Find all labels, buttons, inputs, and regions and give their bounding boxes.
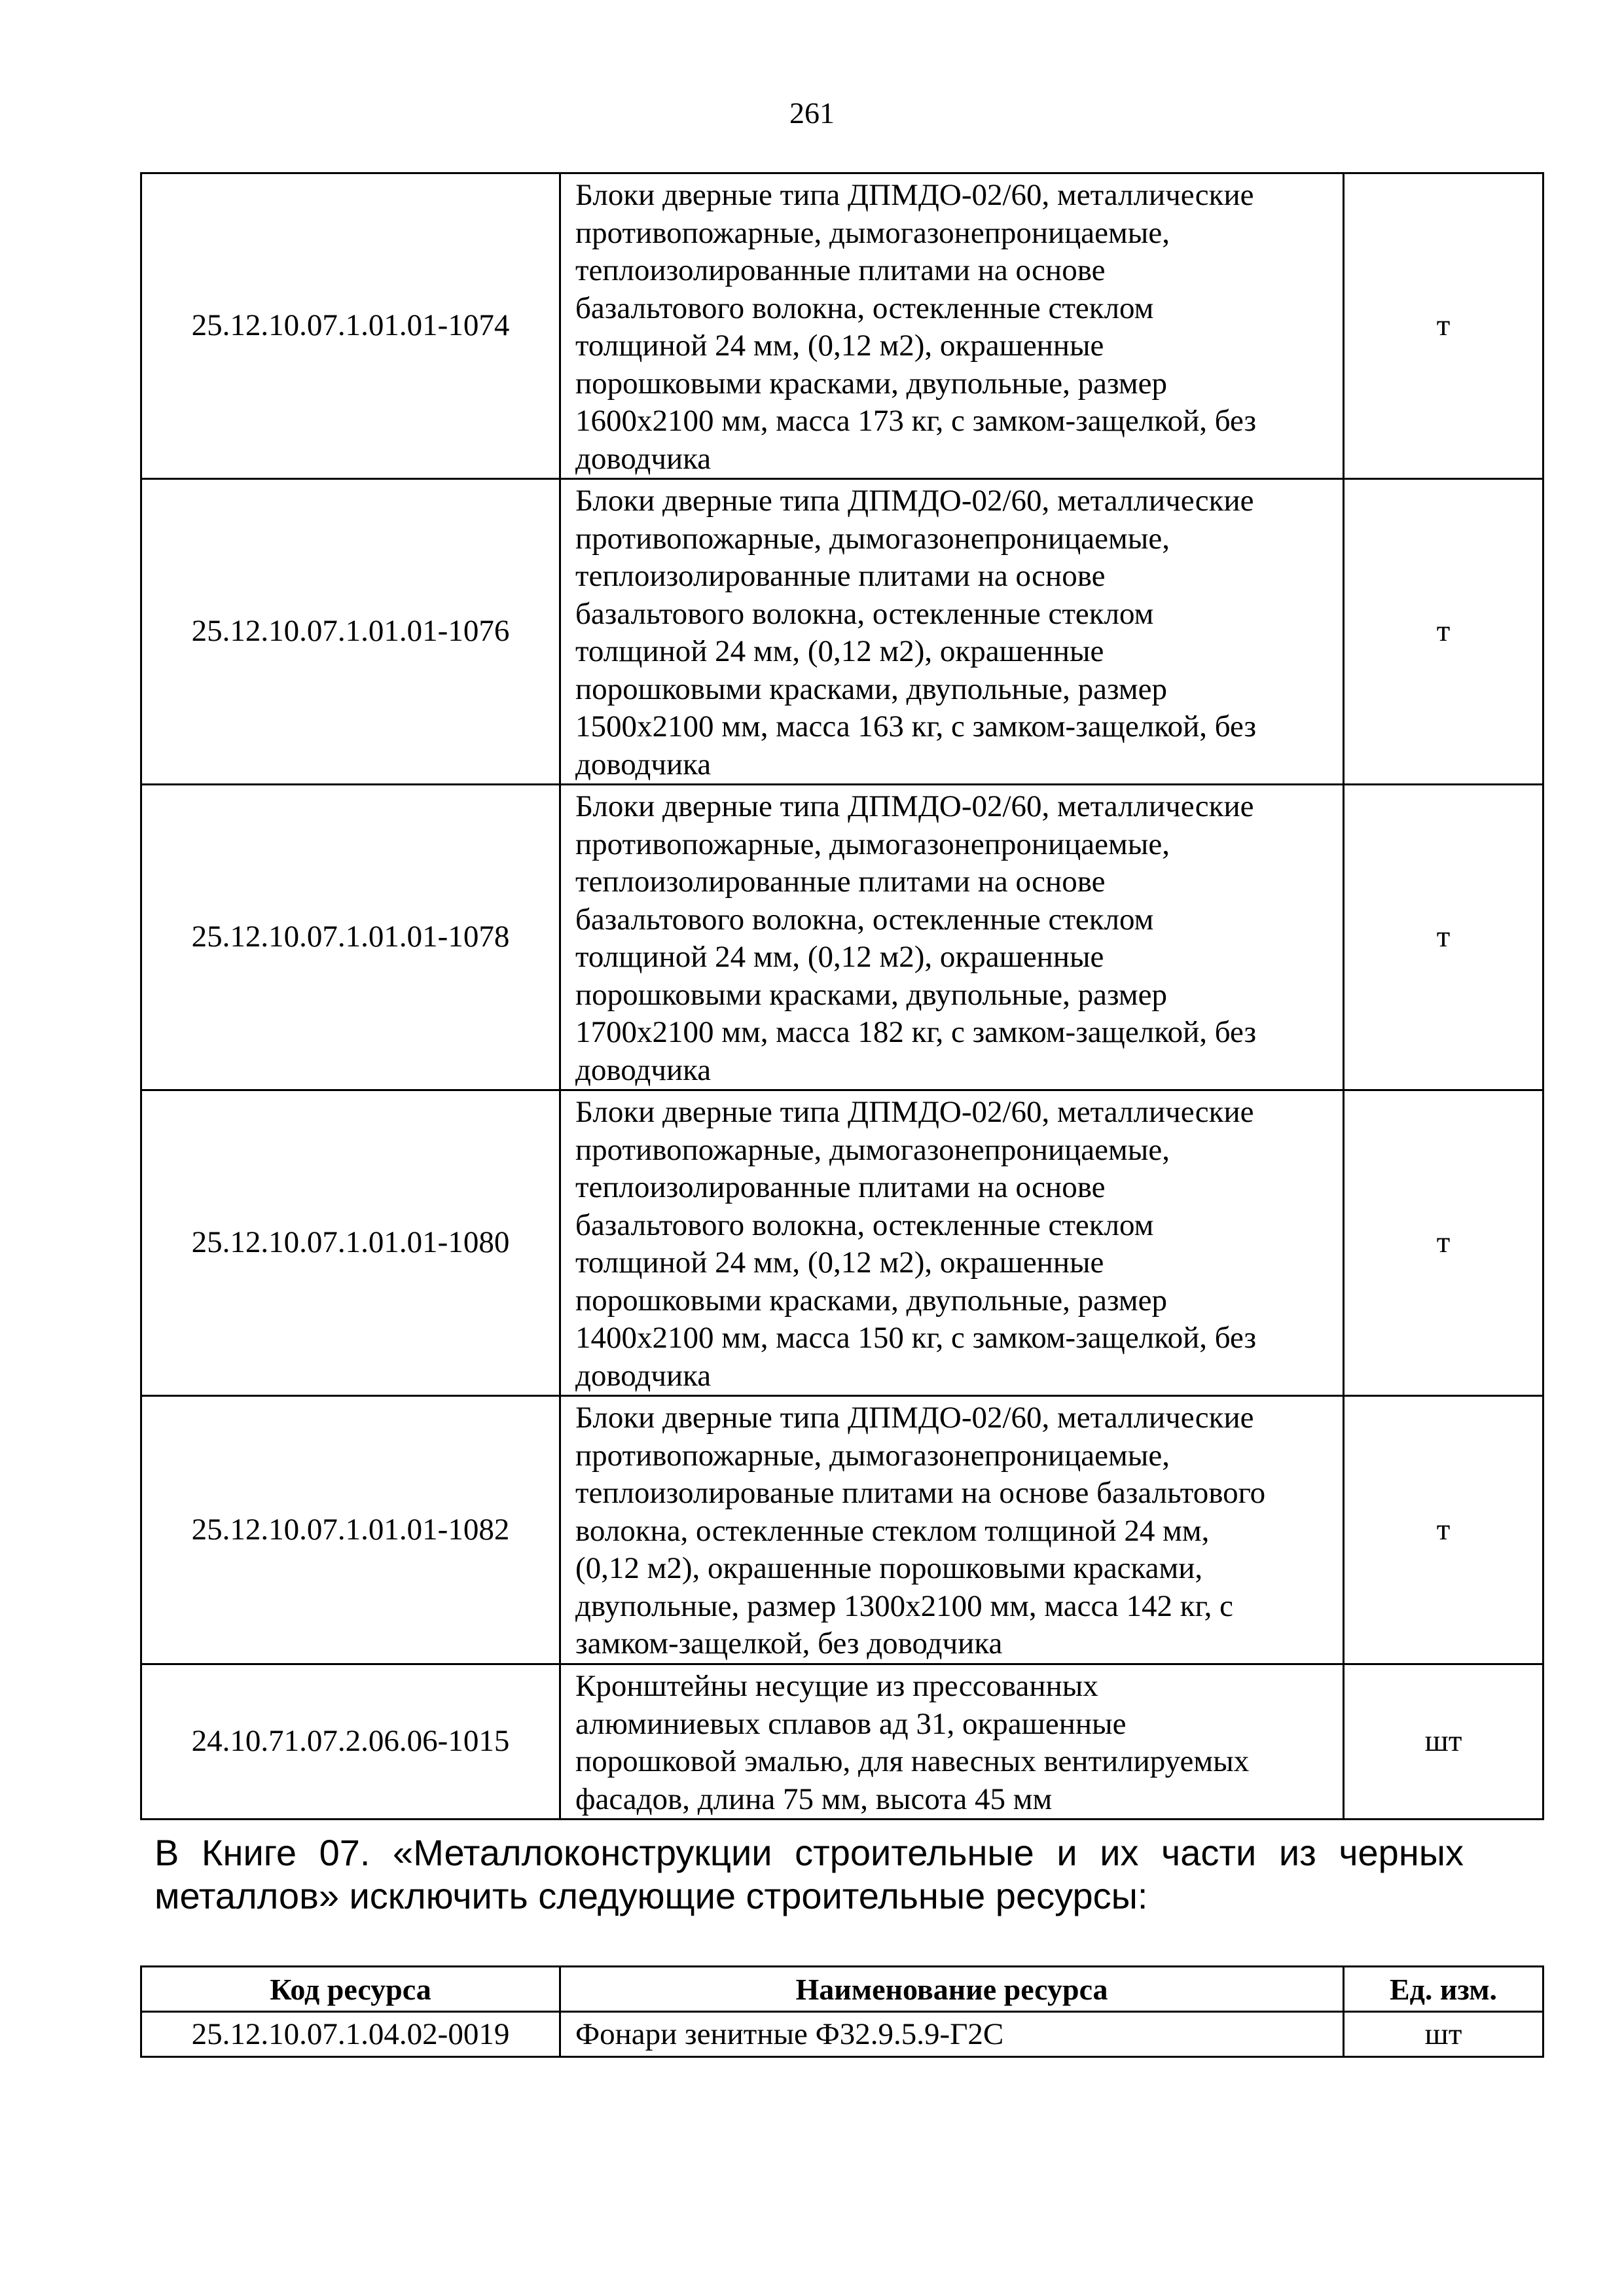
table-row	[141, 785, 1543, 1090]
resource-name-line: теплоизолированные плитами на основе	[575, 559, 1106, 593]
resource-name-line: порошковой эмалью, для навесных вентилируемых	[575, 1744, 1250, 1778]
resource-name-line: алюминиевых сплавов ад 31, окрашенные	[575, 1706, 1127, 1741]
resource-name-line: доводчика	[575, 1358, 712, 1393]
page-number: 261	[789, 96, 835, 130]
resource-code: 25.12.10.07.1.01.01-1080	[141, 1090, 560, 1396]
resource-unit: шт	[1344, 1664, 1543, 1820]
resource-name-line: порошковыми красками, двупольные, размер	[575, 672, 1168, 706]
header-code: Код ресурса	[141, 1967, 560, 2012]
resource-code: 25.12.10.07.1.04.02-0019	[141, 2012, 560, 2057]
resource-name-line: доводчика	[575, 441, 712, 476]
resource-unit: т	[1344, 1396, 1543, 1664]
header-name: Наименование ресурса	[560, 1967, 1344, 2012]
header-unit: Ед. изм.	[1344, 1967, 1543, 2012]
resource-name	[560, 785, 1344, 1090]
header-row	[141, 1967, 1543, 2012]
resource-name-line: теплоизолированые плитами на основе базальтового	[575, 1476, 1266, 1510]
resource-name-line: базальтового волокна, остекленные стеклом	[575, 902, 1154, 937]
resource-unit: т	[1344, 173, 1543, 479]
resource-name-line: (0,12 м2), окрашенные порошковыми красками,	[575, 1551, 1203, 1585]
resource-name-line: теплоизолированные плитами на основе	[575, 253, 1106, 287]
resource-name	[560, 173, 1344, 479]
resource-name-line: Блоки дверные типа ДПМДО-02/60, металлические	[575, 1401, 1254, 1435]
resource-name	[560, 1396, 1344, 1664]
resource-name-line: базальтового волокна, остекленные стеклом	[575, 291, 1154, 325]
resource-code: 25.12.10.07.1.01.01-1078	[141, 785, 560, 1090]
table-row	[141, 173, 1543, 479]
resource-name-line: противопожарные, дымогазонепроницаемые,	[575, 1438, 1170, 1473]
exclusion-paragraph: В Книге 07. «Металлоконструкции строительные и их части из черных металлов» исключить следующие строительные ресурсы:	[154, 1832, 1464, 1916]
resource-name-line: теплоизолированные плитами на основе	[575, 1170, 1106, 1204]
resource-unit: т	[1344, 479, 1543, 785]
resource-name-line: порошковыми красками, двупольные, размер	[575, 1283, 1168, 1318]
resource-unit: т	[1344, 785, 1543, 1090]
resource-name-line: доводчика	[575, 747, 712, 781]
resources-table	[140, 172, 1544, 1820]
resource-name-line: 1700х2100 мм, масса 182 кг, с замком-защелкой, без	[575, 1015, 1257, 1049]
resource-name-line: Блоки дверные типа ДПМДО-02/60, металлические	[575, 1095, 1254, 1129]
table-row	[141, 2012, 1543, 2057]
resource-name-line: 1500х2100 мм, масса 163 кг, с замком-защелкой, без	[575, 709, 1257, 744]
resource-name-line: базальтового волокна, остекленные стеклом	[575, 596, 1154, 631]
resource-name-line: противопожарные, дымогазонепроницаемые,	[575, 1132, 1170, 1167]
resource-name-line: противопожарные, дымогазонепроницаемые,	[575, 827, 1170, 861]
resource-name-line: 1600х2100 мм, масса 173 кг, с замком-защелкой, без	[575, 404, 1257, 438]
resource-name	[560, 479, 1344, 785]
resource-unit: т	[1344, 1090, 1543, 1396]
resource-name-line: толщиной 24 мм, (0,12 м2), окрашенные	[575, 1246, 1104, 1280]
resource-name-line: замком-защелкой, без доводчика	[575, 1626, 1003, 1660]
resource-code: 25.12.10.07.1.01.01-1076	[141, 479, 560, 785]
resource-name-line: толщиной 24 мм, (0,12 м2), окрашенные	[575, 940, 1104, 974]
resource-name-line: толщиной 24 мм, (0,12 м2), окрашенные	[575, 329, 1104, 363]
resource-code: 25.12.10.07.1.01.01-1074	[141, 173, 560, 479]
resource-name-line: двупольные, размер 1300х2100 мм, масса 142 кг, с	[575, 1588, 1233, 1623]
resource-name	[560, 1664, 1344, 1820]
resource-unit: шт	[1344, 2012, 1543, 2057]
resource-name-line: порошковыми красками, двупольные, размер	[575, 977, 1168, 1012]
resource-name-line: Блоки дверные типа ДПМДО-02/60, металлические	[575, 789, 1254, 823]
table-row	[141, 1396, 1543, 1664]
resource-name-line: Блоки дверные типа ДПМДО-02/60, металлические	[575, 484, 1254, 518]
resource-name-line: теплоизолированные плитами на основе	[575, 865, 1106, 899]
resource-name-line: 1400х2100 мм, масса 150 кг, с замком-защелкой, без	[575, 1321, 1257, 1355]
table-row	[141, 1090, 1543, 1396]
resource-name: Фонари зенитные Ф32.9.5.9-Г2С	[560, 2012, 1344, 2057]
resource-code: 25.12.10.07.1.01.01-1082	[141, 1396, 560, 1664]
resource-code: 24.10.71.07.2.06.06-1015	[141, 1664, 560, 1820]
table-row	[141, 1664, 1543, 1820]
resource-name-line: Блоки дверные типа ДПМДО-02/60, металлические	[575, 178, 1254, 212]
resource-name-line: противопожарные, дымогазонепроницаемые,	[575, 215, 1170, 250]
excluded-resources-table	[140, 1965, 1544, 2058]
resource-name-line: фасадов, длина 75 мм, высота 45 мм	[575, 1782, 1053, 1816]
resource-name-line: базальтового волокна, остекленные стеклом	[575, 1208, 1154, 1242]
resource-name-line: доводчика	[575, 1052, 712, 1087]
table-row	[141, 479, 1543, 785]
resource-name-line: волокна, остекленные стеклом толщиной 24 мм,	[575, 1513, 1210, 1548]
resource-name-line: толщиной 24 мм, (0,12 м2), окрашенные	[575, 634, 1104, 668]
resource-name-line: Кронштейны несущие из прессованных	[575, 1669, 1098, 1703]
resource-name	[560, 1090, 1344, 1396]
resource-name-line: порошковыми красками, двупольные, размер	[575, 366, 1168, 401]
resource-name-line: противопожарные, дымогазонепроницаемые,	[575, 521, 1170, 556]
